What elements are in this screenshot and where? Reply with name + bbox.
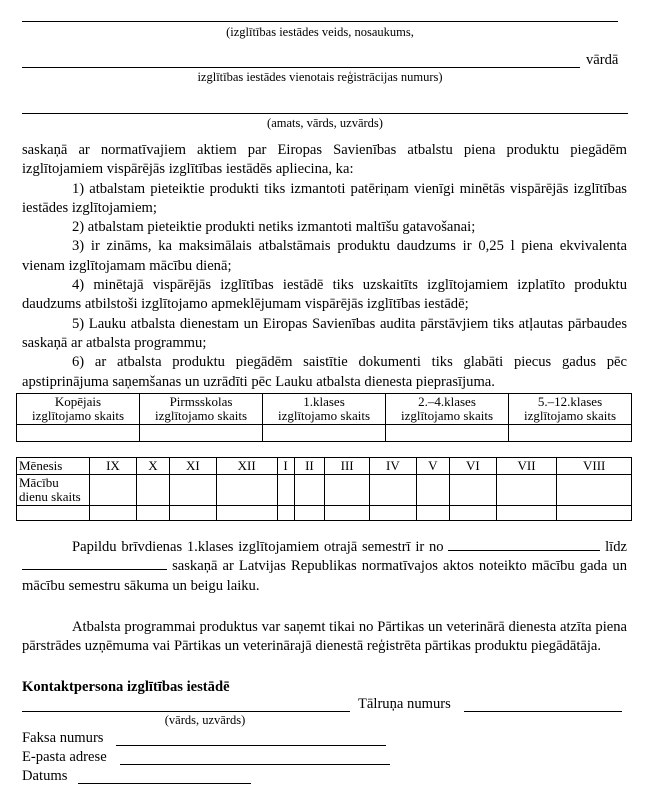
- empty-cell[interactable]: [294, 506, 325, 521]
- caption-registration: izglītības iestādes vienotais reģistrācijas numurs): [197, 70, 443, 84]
- phone-field[interactable]: [464, 711, 622, 712]
- empty-cell[interactable]: [277, 506, 294, 521]
- month-VI: VI: [449, 458, 496, 475]
- days-input[interactable]: [216, 475, 277, 506]
- days-input[interactable]: [369, 475, 416, 506]
- days-input[interactable]: [277, 475, 294, 506]
- fax-label: Faksa numurs: [22, 730, 104, 746]
- input-grade5-12[interactable]: [509, 425, 632, 442]
- days-label: Mācību dienu skaits: [17, 475, 90, 506]
- caption-institution: (izglītības iestādes veids, nosaukums,: [226, 25, 414, 39]
- month-X: X: [136, 458, 169, 475]
- contact-title: Kontaktpersona izglītības iestādē: [22, 679, 230, 695]
- header-grade1: 1.klases izglītojamo skaits: [263, 394, 386, 425]
- intro: saskaņā ar normatīvajiem aktiem par Eiropas Savienības atbalstu piena produktu piegādēm izglītojamiem vispārējās izglītības iestādēs apliecina, ka:: [22, 142, 627, 178]
- email-label: E-pasta adrese: [22, 749, 107, 765]
- item-6: 6) ar atbalsta produktu piegādēm saistītie dokumenti tiks glabāti piecus gadus pēc apstiprinājuma saņemšanas un uzrādīti pēc Lauku atbalsta dienesta pieprasījuma.: [22, 354, 627, 390]
- holidays-to-label: līdz: [605, 539, 627, 555]
- contact-name-field[interactable]: [22, 711, 350, 712]
- month-IV: IV: [369, 458, 416, 475]
- item-3: 3) ir zināms, ka maksimālais atbalstāmais produktu daudzums ir 0,25 l piena ekvivalenta vienam izglītojamam mācību dienā;: [22, 238, 627, 274]
- holidays-to-field[interactable]: [22, 569, 167, 570]
- holidays-from-label: Papildu brīvdienas 1.klases izglītojamiem otrajā semestrī ir no: [72, 539, 444, 555]
- month-III: III: [325, 458, 370, 475]
- item-5: 5) Lauku atbalsta dienestam un Eiropas Savienības audita pārstāvjiem tiks atļautas pārbaudes saskaņā ar atbalsta programmu;: [22, 315, 627, 351]
- empty-cell[interactable]: [449, 506, 496, 521]
- month-II: II: [294, 458, 325, 475]
- empty-cell[interactable]: [416, 506, 449, 521]
- days-input[interactable]: [169, 475, 216, 506]
- input-total[interactable]: [17, 425, 140, 442]
- empty-cell[interactable]: [216, 506, 277, 521]
- header-total: Kopējais izglītojamo skaits: [17, 394, 140, 425]
- holidays-rest: saskaņā ar Latvijas Republikas normatīvajos aktos noteikto mācību gada un mācību semestru sākuma un beigu laiku.: [22, 558, 627, 594]
- month-V: V: [416, 458, 449, 475]
- days-input[interactable]: [496, 475, 557, 506]
- supplier-text: [22, 618, 627, 657]
- holidays-from-field[interactable]: [448, 550, 600, 551]
- empty-cell[interactable]: [90, 506, 137, 521]
- empty-cell[interactable]: [17, 506, 90, 521]
- extra-holidays-text: [22, 538, 627, 596]
- item-1: 1) atbalstam pieteiktie produkti tiks izmantoti patēriņam vienīgi minētās vispārējās izglītības iestādes izglītojamiem;: [22, 180, 627, 216]
- month-label: Mēnesis: [17, 458, 90, 475]
- days-input[interactable]: [416, 475, 449, 506]
- empty-cell[interactable]: [496, 506, 557, 521]
- empty-cell[interactable]: [136, 506, 169, 521]
- input-grade1[interactable]: [263, 425, 386, 442]
- days-input[interactable]: [136, 475, 169, 506]
- month-IX: IX: [90, 458, 137, 475]
- input-grade2-4[interactable]: [386, 425, 509, 442]
- input-preschool[interactable]: [140, 425, 263, 442]
- registration-line: [22, 67, 580, 68]
- phone-label: Tālruņa numurs: [358, 696, 451, 712]
- date-label: Datums: [22, 768, 68, 784]
- month-XII: XII: [216, 458, 277, 475]
- date-field[interactable]: [78, 783, 251, 784]
- name-caption: (vārds, uzvārds): [164, 713, 246, 727]
- month-VIII: VIII: [557, 458, 632, 475]
- month-XI: XI: [169, 458, 216, 475]
- students-count-table: [16, 393, 632, 442]
- header-grade5-12: 5.–12.klases izglītojamo skaits: [509, 394, 632, 425]
- days-input[interactable]: [90, 475, 137, 506]
- caption-position: (amats, vārds, uzvārds): [267, 116, 383, 130]
- institution-line: [22, 21, 618, 22]
- empty-cell[interactable]: [325, 506, 370, 521]
- month-I: I: [277, 458, 294, 475]
- position-line: [22, 113, 628, 114]
- email-field[interactable]: [120, 764, 390, 765]
- header-grade2-4: 2.–4.klases izglītojamo skaits: [386, 394, 509, 425]
- days-input[interactable]: [294, 475, 325, 506]
- varda-label: vārdā: [586, 52, 619, 68]
- fax-field[interactable]: [116, 745, 386, 746]
- school-days-table: [16, 457, 632, 521]
- supplier-paragraph: Atbalsta programmai produktus var saņemt tikai no Pārtikas un veterinārā dienesta atzīta piena pārstrādes uzņēmuma vai Pārtikas un veterinārajā dienestā reģistrēta pārtikas produktu piegādātāja.: [22, 619, 627, 655]
- item-2: 2) atbalstam pieteiktie produkti netiks izmantoti maltīšu gatavošanai;: [72, 219, 476, 236]
- days-input[interactable]: [325, 475, 370, 506]
- days-input[interactable]: [557, 475, 632, 506]
- item-4: 4) minētajā vispārējās izglītības iestādē tiks uzskaitīts izglītojamiem izplatīto produktu daudzums atbilstoši izglītojamo apmeklējumam vispārējās izglītības iestādē;: [22, 277, 627, 313]
- empty-cell[interactable]: [369, 506, 416, 521]
- days-input[interactable]: [449, 475, 496, 506]
- header-preschool: Pirmsskolas izglītojamo skaits: [140, 394, 263, 425]
- empty-cell[interactable]: [557, 506, 632, 521]
- declaration-text: [22, 141, 627, 392]
- empty-cell[interactable]: [169, 506, 216, 521]
- month-VII: VII: [496, 458, 557, 475]
